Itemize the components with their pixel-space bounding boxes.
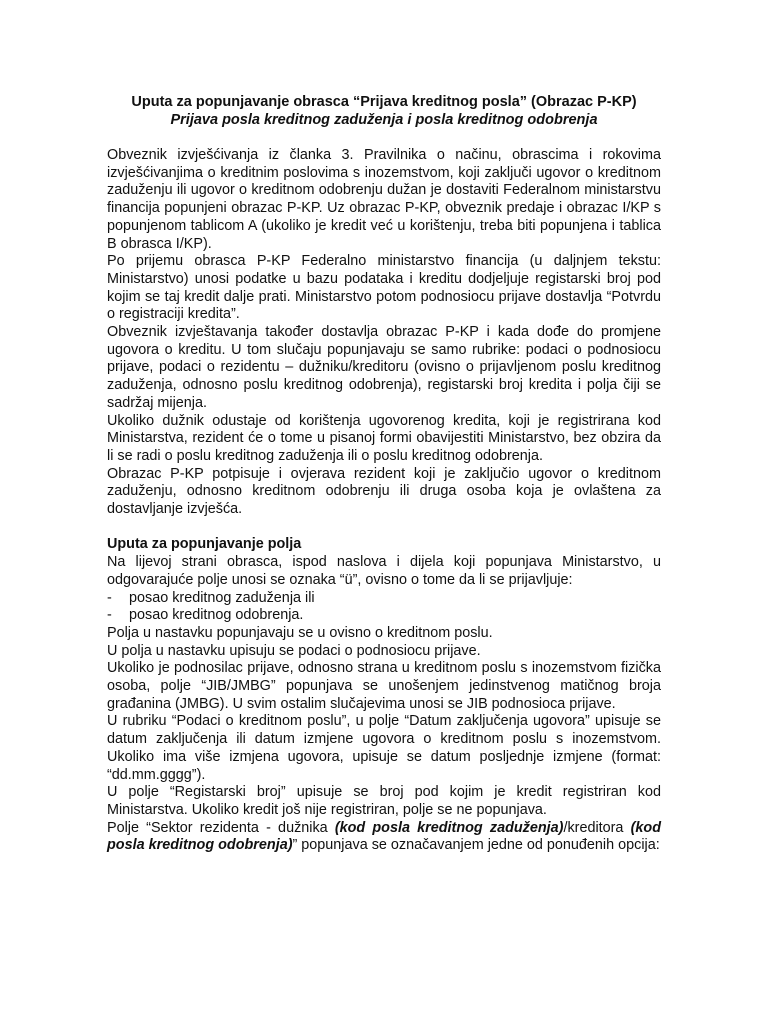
bullet-dash: - [107,589,112,606]
sector-emphasis-2: (kod posla kreditnog odobrenja) [107,819,662,854]
section-paragraph-5: U rubriku “Podaci o kreditnom poslu”, u polje “Datum zaključenja ugovora” upisuje se datum zaključenja ili datum izmjene ugovora o kreditnom poslu s inozemstvom. Ukoliko ima više izmjena ugovora, upisuje se datum posljednje izmjene (format: “dd.mm.gggg”). [107,713,661,783]
sector-emphasis-1: (kod posla kreditnog zaduženja) [334,819,564,836]
document-subtitle: Prijava posla kreditnog zaduženja i posla kreditnog odobrenja [170,112,598,128]
sector-text-3: ” popunjava se označavanjem jedne od ponuđenih opcija: [292,837,660,854]
section-paragraph-7 [107,820,661,855]
bullet-text: posao kreditnog odobrenja. [129,607,304,624]
section-paragraph-3: U polja u nastavku upisuju se podaci o podnosiocu prijave. [107,642,481,659]
intro-paragraph-2: Po prijemu obrasca P-KP Federalno ministarstvo financija (u daljnjem tekstu: Ministarstvo) unosi podatke u bazu podataka i kreditu dodjeljuje registarski broj pod kojim se taj kredit dalje prati. Ministarstvo potom podnosiocu prijave dostavlja “Potvrdu o registraciji kredita”. [107,253,661,323]
sector-text-2: /kreditora [563,819,631,836]
intro-paragraph-5: Obrazac P-KP potpisuje i ovjerava rezident koji je zaključio ugovor o kreditnom zaduženju, odnosno kreditnom odobrenju ili druga osoba koja je ovlaštena za dostavljanje izvješća. [107,465,661,518]
document-body [107,147,661,855]
intro-paragraph-4: Ukoliko dužnik odustaje od korištenja ugovorenog kredita, koji je registrirana kod Ministarstva, rezident će o tome u pisanoj formi obavijestiti Ministarstvo, bez obzira da li se radi o poslu kreditnog zaduženja ili o poslu kreditnog odobrenja. [107,412,661,464]
bullet-item [107,607,661,625]
bullet-dash: - [107,607,112,624]
bullet-text: posao kreditnog zaduženja ili [129,589,315,606]
document-title: Uputa za popunjavanje obrasca “Prijava kreditnog posla” (Obrazac P-KP) [131,94,637,110]
sector-text-1: Polje “Sektor rezidenta - dužnika [107,819,335,836]
section-paragraph-1: Na lijevoj strani obrasca, ispod naslova i dijela koji popunjava Ministarstvo, u odgovarajuće polje unosi se oznaka “ü”, ovisno o tome da li se prijavljuje: [107,554,661,588]
paragraph-gap [107,519,661,537]
bullet-item [107,590,661,608]
section-paragraph-6: U polje “Registarski broj” upisuje se broj pod kojim je kredit registriran kod Ministarstva. Ukoliko kredit još nije registriran, polje se ne popunjava. [107,784,661,818]
section-heading: Uputa za popunjavanje polja [107,536,302,553]
intro-paragraph-3: Obveznik izvještavanja također dostavlja obrazac P-KP i kada dođe do promjene ugovora o kreditu. U tom slučaju popunjavaju se samo rubrike: podaci o podnosiocu prijave, podaci o rezidentu – dužniku/kreditoru (ovisno o prijavljenom poslu kreditnog zaduženja, odnosno poslu kreditnog odobrenja), registarski broj kredita i polja čiji se sadržaj mijenja. [107,324,661,411]
section-paragraph-4: Ukoliko je podnosilac prijave, odnosno strana u kreditnom poslu s inozemstvom fizička osoba, polje “JIB/JMBG” popunjava se unošenjem jedinstvenog matičnog broja građanina (JMBG). U svim ostalim slučajevima unosi se JIB podnosioca prijave. [107,660,661,712]
intro-paragraph-1: Obveznik izvješćivanja iz članka 3. Pravilnika o načinu, obrascima i rokovima izvješćivanjima o kreditnim poslovima s inozemstvom, koji zaključi ugovor o kreditnom zaduženju ili ugovor o kreditnom odobrenju dužan je dostaviti Federalnom ministarstvu financija popunjeni obrazac P-KP. Uz obrazac P-KP, obveznik predaje i obrazac I/KP s popunjenom tablicom A (ukoliko je kredit već u korištenju, treba biti popunjena i tablica B obrasca I/KP). [107,147,661,252]
section-paragraph-2: Polja u nastavku popunjavaju se u ovisno o kreditnom poslu. [107,624,493,641]
